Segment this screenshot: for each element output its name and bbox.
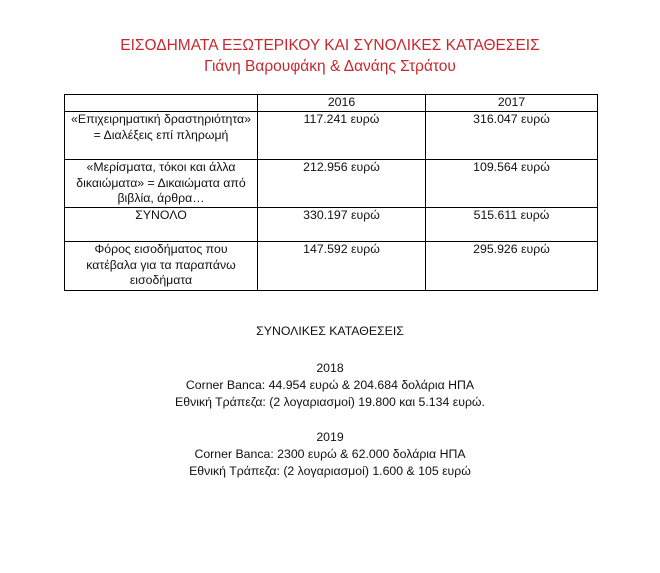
column-header-2017: 2017 [426,95,598,112]
row-label-total: ΣΥΝΟΛΟ [65,208,258,242]
deposits-2018-ethniki: Εθνική Τράπεζα: (2 λογαριασμοί) 19.800 και 5.134 ευρώ. [175,395,485,409]
row-label-income-tax: Φόρος εισοδήματος που κατέβαλα για τα παραπάνω εισοδήματα [65,242,258,291]
deposits-heading-block [0,323,660,340]
row-label-business-activity: «Επιχειρηματική δραστηριότητα» = Διαλέξεις επί πληρωμή [65,112,258,160]
deposits-2019-block [0,429,660,480]
deposits-2019-corner-banca: Corner Banca: 2300 ευρώ & 62.000 δολάρια ΗΠΑ [194,447,466,461]
document-title: ΕΙΣΟΔΗΜΑΤΑ ΕΞΩΤΕΡΙΚΟΥ ΚΑΙ ΣΥΝΟΛΙΚΕΣ ΚΑΤΑΘΕΣΕΙΣ [120,37,540,54]
cell-2016: 147.592 ευρώ [258,242,426,291]
column-header-2016: 2016 [258,95,426,112]
deposits-2019-ethniki: Εθνική Τράπεζα: (2 λογαριασμοί) 1.600 & 105 ευρώ [189,464,471,478]
table-row [65,160,598,208]
income-table [64,94,598,291]
table-header-row [65,95,598,112]
cell-2016: 117.241 ευρώ [258,112,426,160]
document-subtitle: Γιάνη Βαρουφάκη & Δανάης Στράτου [204,58,456,75]
row-label-dividends: «Μερίσματα, τόκοι και άλλα δικαιώματα» = Δικαιώματα από βιβλία, άρθρα… [65,160,258,208]
deposits-2018-block [0,360,660,411]
deposits-heading: ΣΥΝΟΛΙΚΕΣ ΚΑΤΑΘΕΣΕΙΣ [256,324,404,338]
table-row [65,112,598,160]
table-row [65,242,598,291]
column-header-empty [65,95,258,112]
table-row [65,208,598,242]
cell-2016: 212.956 ευρώ [258,160,426,208]
cell-2017: 316.047 ευρώ [426,112,598,160]
cell-2017: 515.611 ευρώ [426,208,598,242]
cell-2017: 295.926 ευρώ [426,242,598,291]
cell-2017: 109.564 ευρώ [426,160,598,208]
cell-2016: 330.197 ευρώ [258,208,426,242]
deposits-year-2019: 2019 [316,430,344,444]
deposits-year-2018: 2018 [316,361,344,375]
deposits-2018-corner-banca: Corner Banca: 44.954 ευρώ & 204.684 δολάρια ΗΠΑ [185,378,475,392]
